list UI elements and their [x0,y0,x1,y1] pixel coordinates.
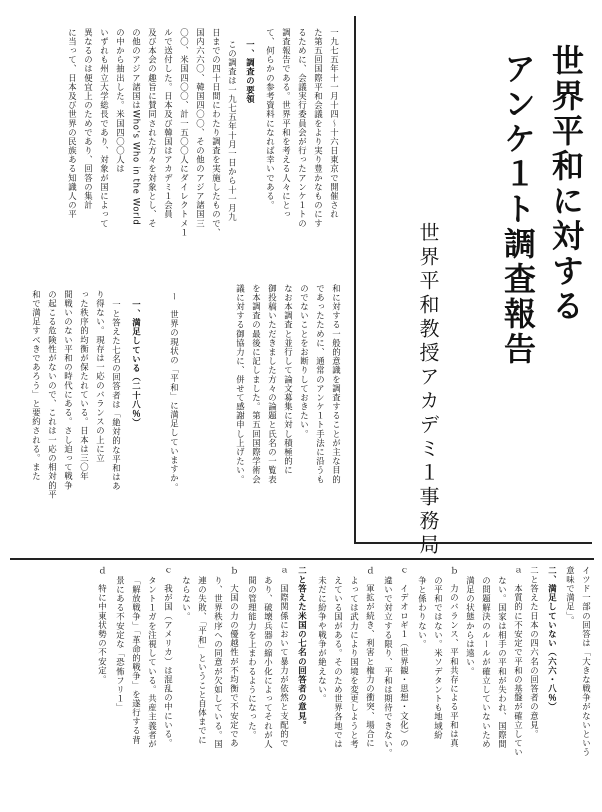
section-divider [10,558,594,560]
response-column: り、世界秩序への同意が欠如している。国 [213,576,224,749]
intro-column: るために、会議実行委員会が行ったアンケ１トの [297,28,308,228]
question-heading: ー 世界の現状の「平和」に満足していますか。 [169,292,180,492]
body-column: 和に対する一般的意識を調査することが主な目的 [331,284,342,484]
response-column: 連の失敗、「平和」ということ自体までに [197,576,208,745]
response-column: えている国がある。そのため世界各地では [333,576,344,749]
intro-column: 異なるのは便宜上のためであり、回答の集計 [83,28,94,210]
response-column: ｂ 大国の力の優越性が不均衡で不安定であ [229,566,240,748]
response-column: イツド一部の回答は「大きな戦争がないという [581,566,592,757]
intro-column: に当って、日本及び世界の民族ある知識人の平 [67,28,78,219]
section-heading: 一、調査の要領 [245,40,256,104]
intro-column: この調査は一九七五年十月一日から十一月九 [227,40,238,222]
body-column: 和で満足すべきであろう」と要約される。また [31,290,42,481]
intro-column: 及び本会の趣旨に賛同された方々を対象とし、そ [147,28,158,228]
response-column: ない。国家は相手の平和が失われ、国際間 [497,576,508,749]
title-line-1: 世界平和に対する [547,44,585,324]
response-column: あり、破壊兵器の縮小化によってそれが人 [263,576,274,749]
response-column: よっては武力により国境を変更しようと考 [349,576,360,749]
response-column: ｄ 軍拡が続き、利害と権力の衝突、場合に [365,566,376,748]
response-column: ｂ 力のバランス、平和共存による平和は真 [449,566,460,748]
response-column: ｃ 我が国（アメリカ）は混乱の中にいる。 [163,566,174,748]
response-column: 意味で満足」。 [565,566,576,626]
response-column: タント１ガを注視している。共産主義者が [147,576,158,749]
response-column: ならない。 [181,576,192,622]
response-heading: 二、満足していない（六六・八％） [547,566,558,712]
response-column: 違いで対立する限り、平和は期待できない。 [383,576,394,758]
answer-heading: 一、満足している（二十八％） [131,300,142,428]
response-column: 二と答えた日本の四六名の回答者の意見。 [529,566,540,739]
intro-column: ルで送付した。日本及び韓国はアカデミ１会員 [163,28,174,219]
intro-column: 日までの四十日間にわたり調査を実施したもので、 [211,28,222,238]
body-column: 一と答えた七名の回答者は「絶対的な平和はあ [111,300,122,491]
response-column: ｄ 特に中東状勢の不安定。 [97,566,108,685]
body-column: なお本調査と並行して論文募集に対し積極的に [283,284,294,475]
response-column: の平和ではない。米ソデタントも地域紛 [433,576,444,740]
response-column: ｃ イデオロギ１（世界観・思想・文化）の [399,566,410,748]
body-column: を本調査の最後に記しました。第五回国際学術会 [251,284,262,484]
response-column: ａ 本質的に不安定で平和の基盤が確立してい [513,566,524,757]
intro-column: た第五回国際平和会議をより実り豊かなものにす [313,28,324,228]
title-box [354,16,592,558]
intro-column: 国内六六〇、韓国四〇〇、その他のアジア諸国三 [195,28,206,228]
body-column: 御投稿いただきました方々の論題と氏名の一覧表 [267,284,278,484]
body-column: の起こる危険性がないので、これは一応の相対的平 [47,290,58,500]
intro-column: の他のアジア諸国はWho's Who in the World [131,28,142,226]
response-column: 未だに紛争や戦争が絶えない。 [317,576,328,704]
response-column: 間の管理能力を上まわるようになった。 [247,576,258,740]
title-line-2: アンケ１ト調査報告 [499,52,537,367]
body-column: 議に対する御協力に、併せて感謝申し上げたい。 [235,284,246,484]
intro-column: 調査報告である。世界平和を考える人々にとっ [281,28,292,219]
intro-column: て、何らかの参考資料になれば幸いである。 [265,28,276,210]
body-column: 間戦いのない平和の時代にある。さし迫って戦争 [63,290,74,490]
body-column: のでないことをお断りしておきたい。 [299,284,310,439]
response-heading: 二と答えた米国の七名の回答者の意見。 [297,566,308,730]
response-column: 満足の状態からは遠い。 [465,576,476,676]
response-column: 景にある不安定な「恐怖フリ１」 [115,576,126,713]
response-column: 争と係わりない。 [417,576,428,649]
response-column: 「解放戦争」「革命的戦争」を遂行する背 [131,576,142,745]
response-column: ａ 国際関係において暴力が依然と支配的で [279,566,290,748]
intro-column: 一九七五年十一月十四〜十六日東京で開催され [329,28,340,219]
response-column: の問題解決のルールが確立していないため [481,576,492,749]
body-column: った秩序的均衡が保たれている。日本は三〇年 [79,290,90,481]
intro-column: いずれも州立大学総長であり、対象が国によって [99,28,110,228]
body-column: り得ない。現存は一応のバランスの上に立 [95,290,106,463]
intro-column: の中から抽出した。米国四〇〇人は [115,28,126,174]
body-column: であったために、通常のアンケ１ト手法に沿うも [315,284,326,484]
author-line: 世界平和教授アカデミ１事務局 [416,222,440,558]
intro-column: 〇〇、米国四〇〇、計一五〇〇人にダイレクトメ１ [179,28,190,238]
